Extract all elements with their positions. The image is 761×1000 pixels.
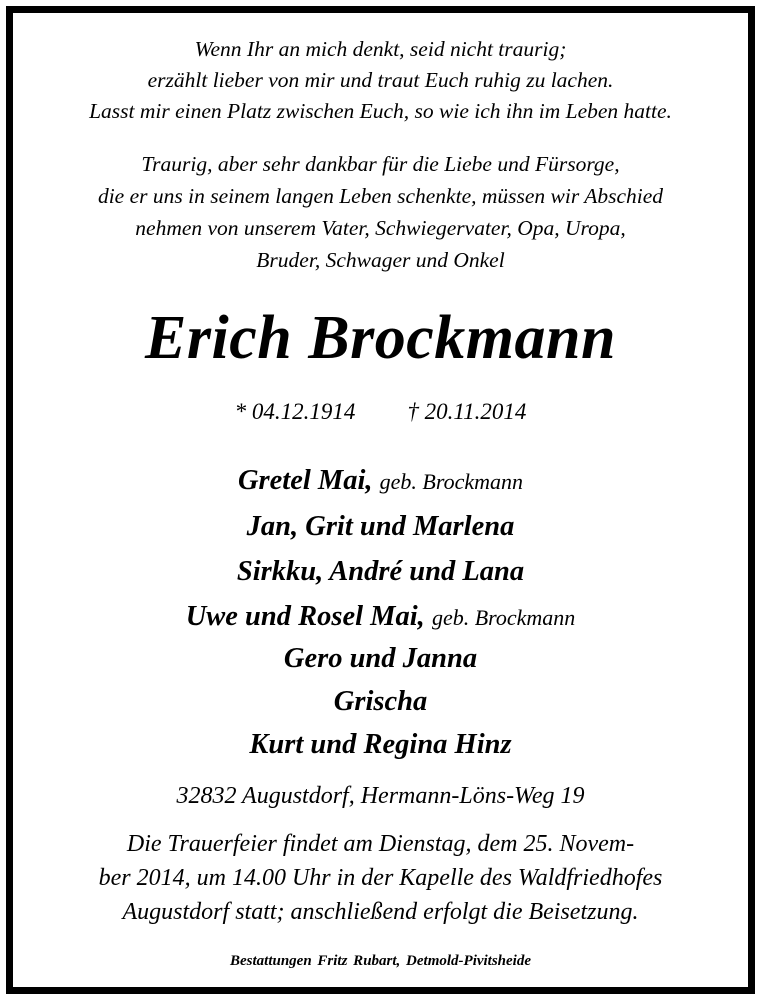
undertaker-credit: Bestattungen Fritz Rubart, Detmold-Pivitsheide	[229, 953, 532, 969]
deceased-name: Erich Brockmann	[145, 304, 616, 372]
poem-line: Wenn Ihr an mich denkt, seid nicht traurig;	[194, 37, 567, 61]
family-line	[13, 511, 748, 543]
obituary-frame	[6, 6, 755, 994]
poem-line: Lasst mir einen Platz zwischen Euch, so wie ich ihn im Leben hatte.	[89, 99, 672, 123]
poem-line: erzählt lieber von mir und traut Euch ruhig zu lachen.	[147, 68, 614, 92]
family-names: Sirkku, André und Lana	[236, 556, 525, 587]
obituary-content	[13, 13, 748, 987]
family-names: Grischa	[333, 686, 428, 717]
service-line: ber 2014, um 14.00 Uhr in der Kapelle des Waldfriedhofes	[98, 865, 663, 891]
family-line	[13, 556, 748, 588]
family-line	[13, 686, 748, 718]
address: 32832 Augustdorf, Hermann-Löns-Weg 19	[176, 783, 585, 809]
life-dates	[13, 399, 748, 425]
family-names: Uwe und Rosel Mai,	[185, 601, 425, 632]
intro-line: Bruder, Schwager und Onkel	[256, 248, 505, 272]
family-names: Kurt und Regina Hinz	[249, 729, 512, 760]
intro-line: Traurig, aber sehr dankbar für die Liebe und Fürsorge,	[141, 152, 620, 176]
family-line	[13, 729, 748, 761]
intro-line: die er uns in seinem langen Leben schenkte, müssen wir Abschied	[97, 184, 664, 208]
family-line	[13, 643, 748, 675]
family-names: Jan, Grit und Marlena	[246, 511, 515, 542]
service-line: Die Trauerfeier findet am Dienstag, dem 25. Novem-	[126, 831, 635, 857]
family-names: Gretel Mai,	[237, 465, 373, 496]
family-line	[13, 601, 748, 633]
family-suffix: geb. Brockmann	[379, 469, 524, 494]
family-names: Gero und Janna	[283, 643, 478, 674]
death-date: † 20.11.2014	[407, 399, 527, 424]
service-line: Augustdorf statt; anschließend erfolgt die Beisetzung.	[122, 899, 639, 925]
intro-line: nehmen von unserem Vater, Schwiegervater, Opa, Uropa,	[135, 216, 626, 240]
family-line	[13, 465, 748, 497]
family-suffix: geb. Brockmann	[431, 605, 576, 630]
birth-date: * 04.12.1914	[234, 399, 356, 424]
